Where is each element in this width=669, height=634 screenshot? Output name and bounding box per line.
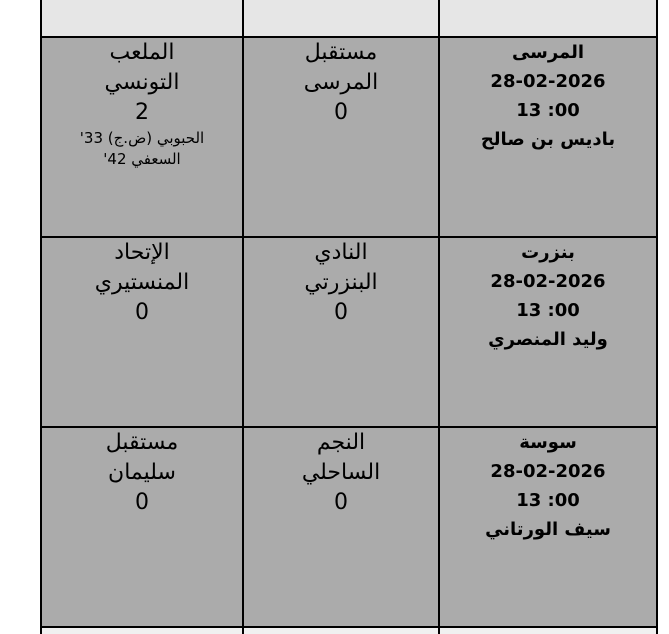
match-info-cell <box>439 427 657 627</box>
header-cell-team-left <box>41 0 243 37</box>
header-cell-team-middle <box>243 0 439 37</box>
match-row <box>41 427 657 627</box>
team-name-line: النجم <box>316 430 366 455</box>
match-info-cell <box>439 237 657 427</box>
team-score: 2 <box>135 100 149 125</box>
footer-cell-team-left <box>41 627 243 634</box>
match-date: 28-02-2026 <box>490 461 606 482</box>
team-name-line: التونسي <box>104 70 180 95</box>
match-time: 13 :00 <box>516 300 580 321</box>
match-time: 13 :00 <box>516 100 580 121</box>
team-cell-middle <box>243 37 439 237</box>
venue-label: المرسى <box>511 42 585 63</box>
team-score: 0 <box>135 490 149 515</box>
team-name-line: مستقبل <box>105 430 179 455</box>
team-name-line: المرسى <box>303 70 379 95</box>
team-name-line: مستقبل <box>304 40 378 65</box>
referee-name: سيف الورتاني <box>485 519 611 540</box>
fixtures-table <box>40 0 658 634</box>
match-row <box>41 37 657 237</box>
team-cell-left <box>41 37 243 237</box>
team-cell-left <box>41 427 243 627</box>
match-date: 28-02-2026 <box>490 71 606 92</box>
match-date: 28-02-2026 <box>490 271 606 292</box>
scorer-line: السعفي 42' <box>103 150 181 168</box>
footer-cell-team-middle <box>243 627 439 634</box>
match-time: 13 :00 <box>516 490 580 511</box>
team-name-line: سليمان <box>108 460 176 485</box>
team-cell-left <box>41 237 243 427</box>
table-footer-row <box>41 627 657 634</box>
team-score: 0 <box>334 100 348 125</box>
team-cell-middle <box>243 237 439 427</box>
footer-cell-info <box>439 627 657 634</box>
table-header-row <box>41 0 657 37</box>
header-cell-info <box>439 0 657 37</box>
match-info-cell <box>439 37 657 237</box>
venue-label: بنزرت <box>521 242 575 263</box>
team-score: 0 <box>334 300 348 325</box>
team-name-line: النادي <box>314 240 368 265</box>
referee-name: وليد المنصري <box>488 329 608 350</box>
venue-label: سوسة <box>519 432 577 453</box>
team-score: 0 <box>334 490 348 515</box>
team-name-line: الإتحاد <box>114 240 170 265</box>
team-name-line: الساحلي <box>301 460 381 485</box>
team-cell-middle <box>243 427 439 627</box>
scorer-line: الحبوبي (ض.ج) 33' <box>79 129 205 147</box>
match-row <box>41 237 657 427</box>
referee-name: باديس بن صالح <box>480 129 616 150</box>
team-score: 0 <box>135 300 149 325</box>
team-name-line: المنستيري <box>94 270 190 295</box>
team-name-line: الملعب <box>109 40 175 65</box>
team-name-line: البنزرتي <box>304 270 378 295</box>
